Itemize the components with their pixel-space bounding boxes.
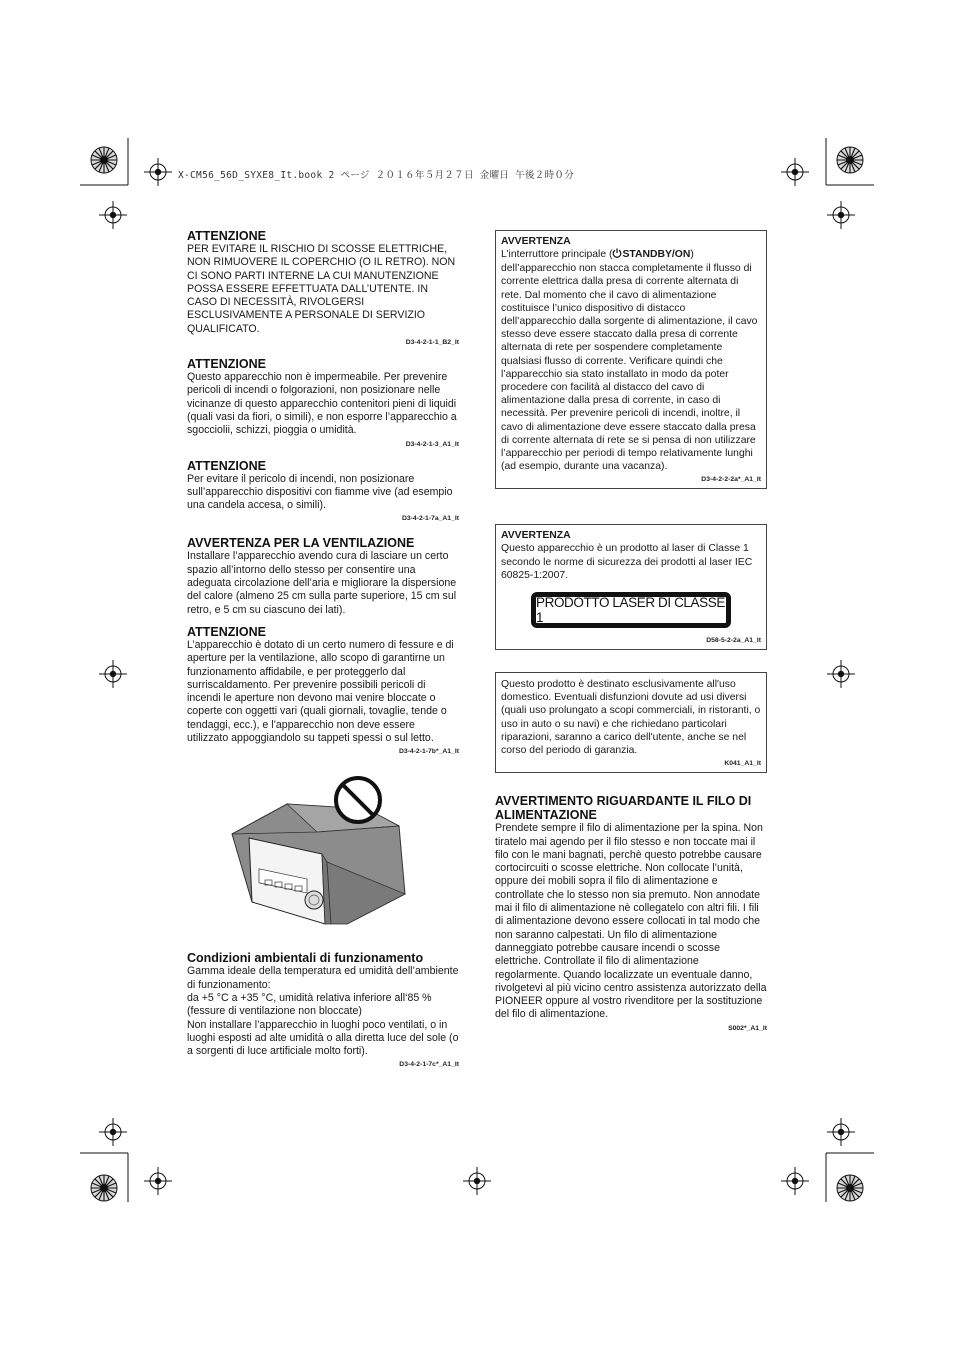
section-attenzione-1 (187, 229, 459, 347)
section-body: Installare l’apparecchio avendo cura di lasciare un certo spazio all’intorno dello stesso per consentire una adeguata circolazione dell’aria e migliorare la dispersione del calore (almeno 25 cm sulla parte superiore, 15 cm sul retro, e 5 cm su ciascuno dei lati). (187, 550, 457, 616)
box-body (501, 248, 761, 473)
prohibition-icon (336, 778, 380, 822)
box-body: Questo apparecchio è un prodotto al laser di Classe 1 secondo le norme di sicurezza dei prodotti al laser IEC 60825-1:2007. (501, 543, 753, 581)
reference-code: D58-5-2-2a_A1_It (706, 637, 761, 645)
section-title: Condizioni ambientali di funzionamento (187, 951, 424, 966)
box-title: AVVERTENZA (501, 530, 571, 542)
section-condizioni-ambientali (187, 951, 459, 1069)
section-body: Questo apparecchio non è impermeabile. Per prevenire pericoli di incendi o folgorazioni, non posizionare nelle vicinanze di questo apparecchio contenitori pieni di liquidi (quali vasi da fiori, o simili), e non esporre l’apparecchio a sgocciolii, schizzi, pioggia o umidità. (187, 371, 457, 437)
reference-code: D3-4-2-1-7c*_A1_It (399, 1061, 459, 1069)
standby-label: STANDBY/ON (622, 249, 691, 260)
reference-code: S002*_A1_It (728, 1024, 767, 1032)
section-filo-alimentazione (495, 794, 767, 1032)
section-title: ATTENZIONE (187, 458, 266, 473)
box-body-post: ) dell’apparecchio non stacca completamente il flusso di corrente elettrica dalla presa di corrente alternata di rete. Dal momento che il cavo di alimentazione costituisce l’unico dispositivo di distacco dell’apparecchio dalla sorgente di alimentazione, il cavo stesso deve essere staccato dalla presa di corrente alternata di rete per sospendere completamente qualsiasi flusso di corrente. Verificare quindi che l’apparecchio sia stato installato in modo da poter procedere con facilità al distacco del cavo di alimentazione dalla presa di corrente, in caso di necessità. Per prevenire pericoli di incendi, inoltre, il cavo di alimentazione deve essere staccato dalla presa di corrente alternata di rete se si pensa di non utilizzare l’apparecchio per periodi di tempo relativamente lunghi (ad esempio, durante una vacanza). (501, 249, 758, 473)
section-title: AVVERTENZA PER LA VENTILAZIONE (187, 536, 415, 551)
reference-code: D3-4-2-2-2a*_A1_It (701, 476, 761, 484)
reference-code: D3-4-2-1-7b*_A1_It (398, 748, 459, 756)
section-title: ATTENZIONE (187, 357, 266, 372)
domestic-use-box (495, 672, 767, 773)
print-header: X-CM56_56D_SYXE8_It.book 2 ページ ２０１６年５月２７日 金曜日 午後２時０分 (178, 170, 574, 181)
section-body: Prendete sempre il filo di alimentazione per la spina. Non tiratelo mai agendo per il filo stesso e non toccate mai il filo con le mani bagnati, perchè questo potrebbe causare cortocircuiti o scosse elettriche. Non collocate l’unità, oppure dei mobili sopra il filo di alimentazione e controllate che lo stesso non sia premuto. Non annodate mai il filo di alimentazione nè collegatelo con altri fili. I fili di alimentazione devono essere collocati in tal modo che non saranno calpestati. Un filo di alimentazione danneggiato potrebbe causare incendi o scosse elettriche. Controllate il filo di alimentazione regolarmente. Quando localizzate un eventuale danno, rivolgetevi al più vicino centro assistenza autorizzato della PIONEER oppure al vostro rivenditore per la sostituzione del filo di alimentazione. (495, 822, 767, 1021)
left-column (187, 229, 459, 1069)
reference-code: D3-4-2-1-7a_A1_It (401, 515, 459, 523)
standby-warning-box (495, 230, 767, 489)
section-attenzione-2 (187, 357, 459, 448)
covered-device-illustration (227, 774, 417, 934)
reference-code: D3-4-2-1-3_A1_It (405, 440, 459, 448)
box-title: AVVERTENZA (501, 236, 571, 247)
laser-class-label: PRODOTTO LASER DI CLASSE 1 (531, 592, 731, 628)
section-body: Per evitare il pericolo di incendi, non posizionare sull’apparecchio dispositivi con fiamme vive (ad esempio una candela accesa, o simili). (187, 472, 453, 512)
box-body: Questo prodotto è destinato esclusivamente all'uso domestico. Eventuali disfunzioni dovute ad usi diversi (quali uso prolungato a scopi commerciali, in ristoranti, o uso in auto o su navi) e che richiedano particolari riparazioni, saranno a carico dell'utente, anche se nel corso del periodo di garanzia. (501, 679, 761, 757)
right-column (495, 230, 767, 1033)
section-title: ATTENZIONE (187, 624, 266, 639)
section-title: ATTENZIONE (187, 229, 266, 243)
section-attenzione-4 (187, 625, 459, 756)
section-body: Gamma ideale della temperatura ed umidità dell’ambiente di funzionamento: da +5 °C a +35 °C, umidità relativa inferiore all‘85 % (fessure di ventilazione non bloccate) Non installare l’apparecchio in luoghi poco ventilati, o in luoghi esposti ad alte umidità o alla diretta luce del sole (o a sorgenti di luce artificiale molto forti). (187, 965, 459, 1058)
standby-power-icon (612, 248, 622, 262)
section-body: PER EVITARE IL RISCHIO DI SCOSSE ELETTRICHE, NON RIMUOVERE IL COPERCHIO (O IL RETRO). NON CI SONO PARTI INTERNE LA CUI MANUTENZIONE POSSA ESSERE EFFETTUATA DALL’UTENTE. IN CASO DI NECESSITÀ, RIVOLGERSI ESCLUSIVAMENTE A PERSONALE DI SERVIZIO QUALIFICATO. (187, 243, 456, 335)
laser-warning-box (495, 524, 767, 650)
reference-code: K041_A1_It (724, 760, 761, 768)
reference-code: D3-4-2-1-1_B2_It (405, 339, 459, 347)
section-ventilazione (187, 536, 459, 616)
section-title: AVVERTIMENTO RIGUARDANTE IL FILO DI ALIMENTAZIONE (495, 794, 752, 823)
section-body: L’apparecchio è dotato di un certo numero di fessure e di aperture per la ventilazione, allo scopo di garantirne un funzionamento affidabile, e per proteggerlo dal surriscaldamento. Per prevenire possibili pericoli di incendi le aperture non devono mai venire bloccate o coperte con oggetti vari (quali giornali, tovaglie, tende o tendaggi, ecc.), e l’apparecchio non deve essere utilizzato appoggiandolo su tappeti spessi o sul letto. (187, 638, 454, 745)
section-attenzione-3 (187, 459, 459, 524)
box-body-pre: L’interruttore principale ( (501, 249, 613, 260)
